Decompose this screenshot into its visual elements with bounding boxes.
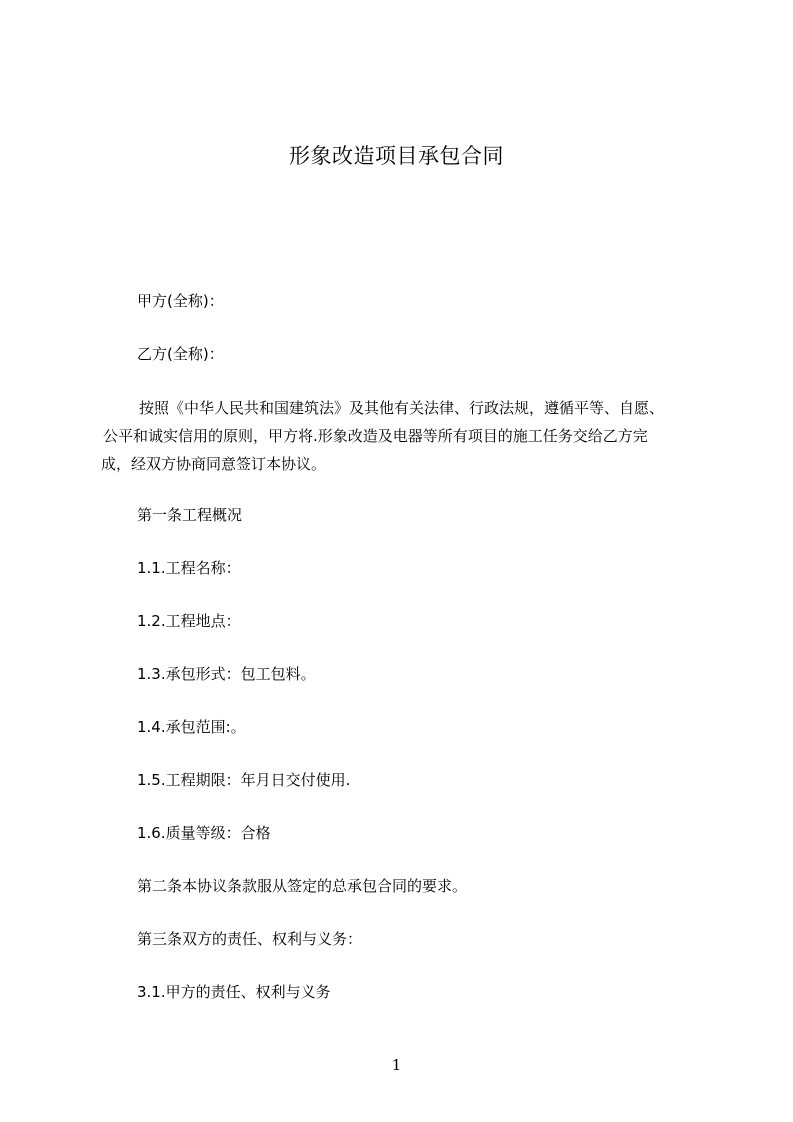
preamble-line-2: 公平和诚实信用的原则，甲方将.形象改造及电器等所有项目的施工任务交给乙方完 [103, 427, 648, 445]
party-b-line: 乙方(全称)： [137, 345, 224, 363]
clause-1-4: 1.4.承包范围:。 [137, 718, 246, 736]
clause-1-1: 1.1.工程名称： [137, 559, 241, 577]
clause-1-5: 1.5.工程期限：年月日交付使用. [137, 771, 351, 789]
document-title: 形象改造项目承包合同 [289, 144, 504, 168]
preamble-paragraph [101, 394, 710, 478]
article-1-heading: 第一条工程概况 [137, 506, 243, 524]
party-a-line: 甲方(全称)： [137, 292, 224, 310]
preamble-line-1: 按照《中华人民共和国建筑法》及其他有关法律、行政法规，遵循平等、自愿、 [139, 399, 665, 417]
article-3-heading: 第三条双方的责任、权利与义务： [137, 930, 363, 948]
clause-1-6: 1.6.质量等级：合格 [137, 824, 271, 842]
clause-3-1: 3.1.甲方的责任、权利与义务 [137, 983, 331, 1001]
clause-1-2: 1.2.工程地点： [137, 612, 241, 630]
clause-1-3: 1.3.承包形式：包工包料。 [137, 665, 316, 683]
article-2-text: 第二条本协议条款服从签定的总承包合同的要求。 [137, 877, 468, 895]
page-number: 1 [391, 1056, 402, 1074]
preamble-line-3: 成，经双方协商同意签订本协议。 [101, 455, 327, 473]
